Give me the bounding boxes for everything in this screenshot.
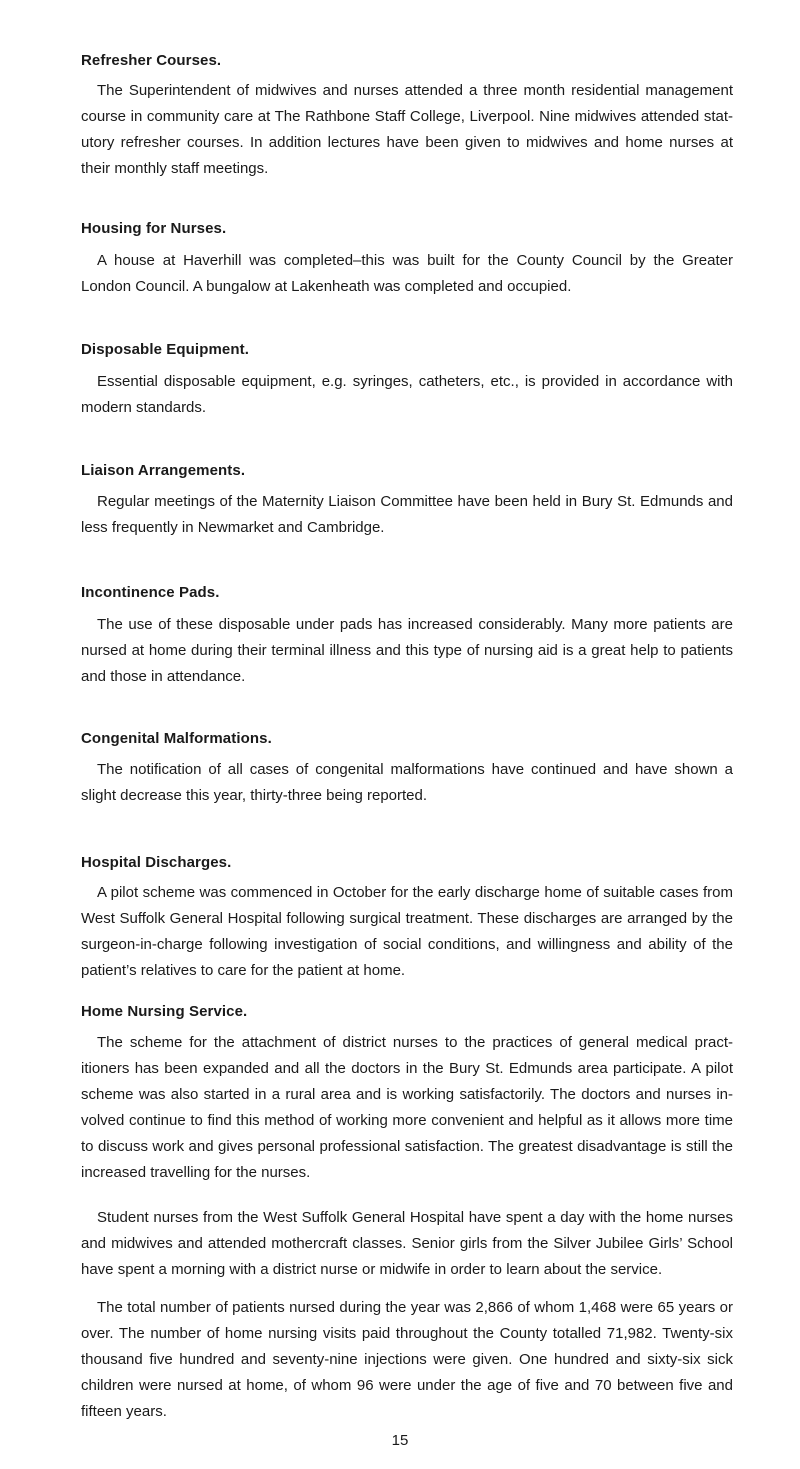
heading-liaison-arrangements: Liaison Arrangements. [81, 462, 246, 479]
paragraph-home-nursing-statistics: The total number of patients nursed during the year was 2,866 of whom 1,468 were 65 years or over. The number of home nursing visits paid throughout the County totalled 71,982. Twenty-six thousand five hundred and seventy-nine injections were given. One hundred and sixty-six sick children were nursed at home, of whom 96 were under the age of five and 70 between five and fifteen years. [81, 1299, 733, 1420]
heading-congenital-malformations: Congenital Malformations. [81, 730, 272, 747]
paragraph-student-nurses: Student nurses from the West Suffolk General Hospital have spent a day with the home nurses and midwives and attended mothercraft classes. Senior girls from the Silver Jubilee Girls’ School have spent a morning with a district nurse or midwife in order to learn about the service. [81, 1209, 733, 1278]
heading-incontinence-pads: Incontinence Pads. [81, 584, 220, 601]
paragraph-refresher-courses: The Superintendent of midwives and nurses attended a three month residential management course in community care at The Rathbone Staff College, Liverpool. Nine midwives attended stat-utory refresher courses. In addition lectures have been given to midwives and home nurses at their monthly staff meetings. [81, 82, 733, 177]
paragraph-disposable-equipment: Essential disposable equipment, e.g. syringes, catheters, etc., is provided in accordance with modern standards. [81, 373, 733, 416]
paragraph-congenital-malformations: The notification of all cases of congenital malformations have continued and have shown a slight decrease this year, thirty-three being reported. [81, 761, 733, 804]
heading-housing-for-nurses: Housing for Nurses. [81, 220, 227, 237]
paragraph-home-nursing-scheme: The scheme for the attachment of district nurses to the practices of general medical pract-itioners has been expanded and all the doctors in the Bury St. Edmunds area participate. A pilot scheme was also started in a rural area and is working satisfactorily. The doctors and nurses in-volved continue to find this method of working more convenient and helpful as it allows more time to discuss work and gives personal professional satisfaction. The greatest disadvantage is still the increased travelling for the nurses. [81, 1034, 733, 1181]
heading-refresher-courses: Refresher Courses. [81, 52, 222, 69]
heading-hospital-discharges: Hospital Discharges. [81, 854, 232, 871]
paragraph-liaison-arrangements: Regular meetings of the Maternity Liaison Committee have been held in Bury St. Edmunds and less frequently in Newmarket and Cambridge. [81, 493, 733, 536]
heading-home-nursing-service: Home Nursing Service. [81, 1003, 248, 1020]
heading-disposable-equipment: Disposable Equipment. [81, 341, 249, 358]
paragraph-hospital-discharges: A pilot scheme was commenced in October for the early discharge home of suitable cases from West Suffolk General Hospital following surgical treatment. These discharges are arranged by the surgeon-in-charge following investigation of social conditions, and willingness and ability of the patient’s relatives to care for the patient at home. [81, 884, 733, 979]
page-number: 15 [391, 1432, 409, 1449]
paragraph-housing-for-nurses: A house at Haverhill was completed–this was built for the County Council by the Greater London Council. A bungalow at Lakenheath was completed and occupied. [81, 252, 733, 295]
paragraph-incontinence-pads: The use of these disposable under pads has increased considerably. Many more patients are nursed at home during their terminal illness and this type of nursing aid is a great help to patients and those in attendance. [81, 616, 733, 685]
